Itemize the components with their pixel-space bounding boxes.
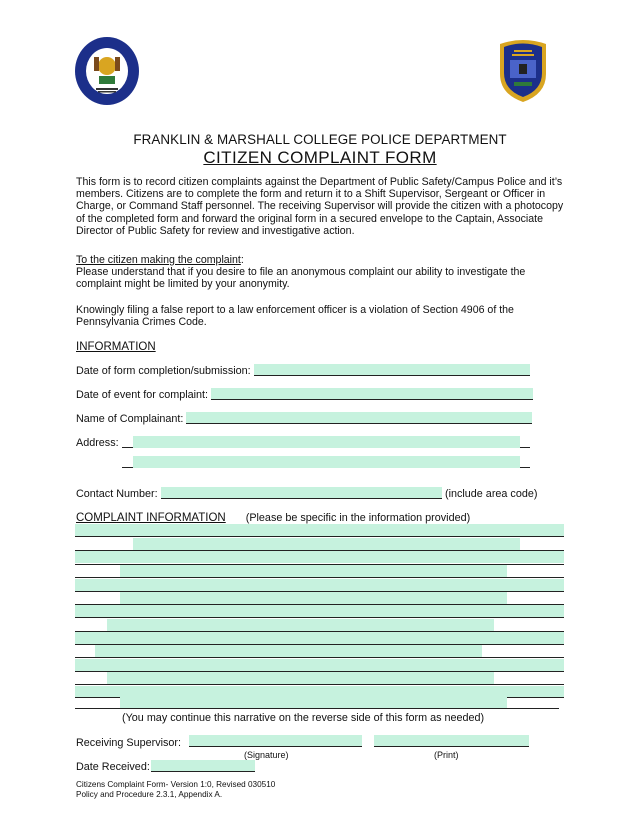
complainant-label: Name of Complainant: [76, 413, 184, 425]
college-police-badge [496, 38, 550, 104]
contact-note: (include area code) [445, 488, 538, 500]
address-line-1-field[interactable] [133, 436, 520, 448]
contact-number-field[interactable] [161, 487, 442, 499]
narrative-line-4 [120, 565, 507, 577]
complaint-heading: COMPLAINT INFORMATION [76, 512, 226, 524]
date-received-label: Date Received: [76, 761, 150, 773]
contact-label: Contact Number: [76, 488, 158, 500]
narrative-line-9 [75, 632, 564, 644]
form-footer: Citizens Complaint Form- Version 1:0, Revised 030510 Policy and Procedure 2.3.1, Appendix A. [76, 780, 276, 799]
signature-caption: (Signature) [244, 750, 289, 760]
continue-note: (You may continue this narrative on the reverse side of this form as needed) [122, 712, 485, 724]
narrative-line-11 [75, 659, 564, 671]
supervisor-print-field[interactable] [374, 735, 529, 747]
address-line-2-field[interactable] [133, 456, 520, 468]
narrative-line-12 [107, 672, 494, 684]
narrative-line-2 [133, 538, 520, 550]
supervisor-label: Receiving Supervisor: [76, 737, 182, 749]
anonymity-notice: To the citizen making the complaint: Please understand that if you desire to file an anonymous complaint our ability to investigate the complaint might be limited by your anonymity. [76, 254, 526, 291]
complaint-note: (Please be specific in the information provided) [245, 512, 471, 524]
notice-heading: To the citizen making the complaint [76, 254, 241, 266]
form-title: CITIZEN COMPLAINT FORM [203, 148, 437, 167]
complaint-heading-row [76, 512, 470, 524]
complaint-narrative-area[interactable] [75, 524, 564, 710]
narrative-line-3 [75, 551, 564, 563]
date-completion-field[interactable] [254, 364, 530, 376]
complainant-name-field[interactable] [186, 412, 532, 424]
department-name: FRANKLIN & MARSHALL COLLEGE POLICE DEPARTMENT [133, 132, 507, 147]
date-event-field[interactable] [211, 388, 533, 400]
narrative-line-6 [120, 592, 507, 604]
address-label: Address: [76, 437, 119, 449]
print-caption: (Print) [434, 750, 459, 760]
narrative-line-10 [95, 645, 482, 657]
information-heading: INFORMATION [76, 341, 156, 353]
narrative-line-1 [75, 524, 564, 536]
supervisor-signature-field[interactable] [189, 735, 362, 747]
narrative-line-5 [75, 579, 564, 591]
intro-paragraph: This form is to record citizen complaints against the Department of Public Safety/Campus Police and it’s members. Citizens are to complete the form and return it to a Shift Supervisor, Sergeant or Officer in Charge, or Command Staff personnel. The receiving Supervisor will provide the citizen with a photocopy of the completed form and forward the original form in a secured envelope to the Captain, Associate Director of Public Safety for review and investigative action. [76, 176, 564, 237]
date-completion-label: Date of form completion/submission: [76, 365, 251, 377]
date-received-field[interactable] [151, 760, 255, 772]
narrative-line-8 [107, 619, 494, 631]
narrative-line-7 [75, 605, 564, 617]
date-event-label: Date of event for complaint: [76, 389, 209, 401]
false-report-warning: Knowingly filing a false report to a law enforcement officer is a violation of Section 4906 of the Pennsylvania Crimes Code. [76, 304, 514, 329]
accreditation-seal [74, 36, 140, 106]
